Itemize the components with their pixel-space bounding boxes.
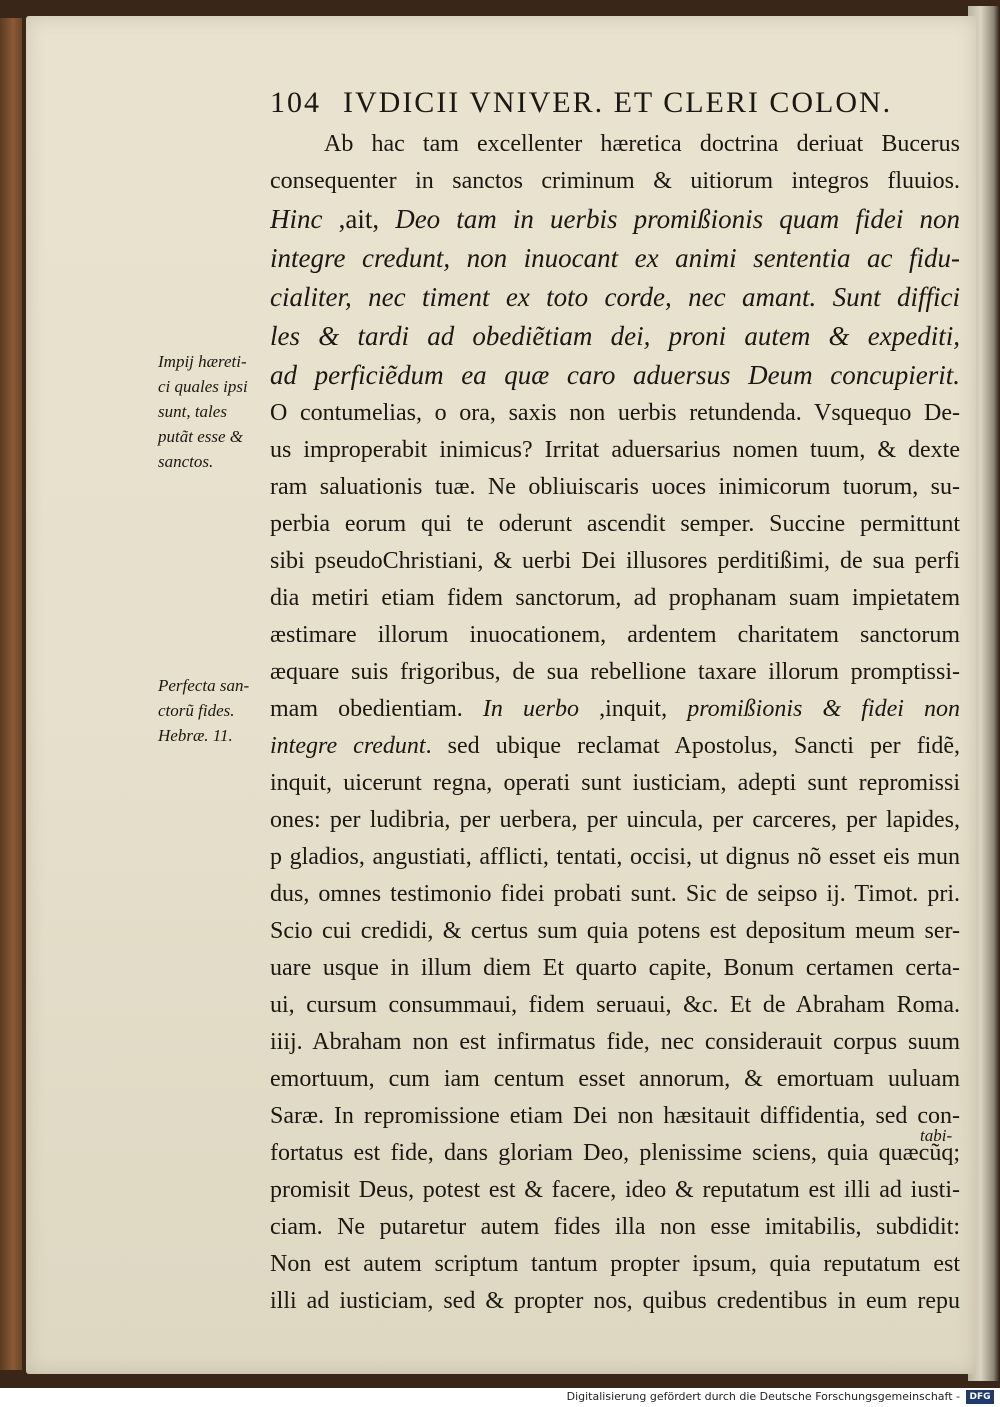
roman-text: ram saluationis tuæ. Ne obliuiscaris uoces inimicorum tuorum, su- — [270, 474, 960, 500]
roman-text: æstimare illorum inuocationem, ardentem charitatem sanctorum — [270, 622, 960, 648]
italic-text: les & tardi ad obediẽtiam dei, proni autem & expediti, — [270, 321, 960, 351]
margin-note-line: sanctos. — [158, 452, 214, 471]
text-line — [270, 1061, 960, 1098]
text-line — [270, 765, 960, 802]
italic-text: Hinc — [270, 204, 323, 234]
catchword: tabi- — [920, 1126, 953, 1145]
text-line — [270, 950, 960, 987]
text-line — [270, 239, 960, 278]
text-line — [270, 839, 960, 876]
text-line — [270, 543, 960, 580]
text-line — [270, 1209, 960, 1246]
roman-text: ,ait, — [322, 204, 396, 234]
text-line — [270, 469, 960, 506]
text-line — [270, 317, 960, 356]
margin-note-line: Hebræ. 11. — [158, 726, 233, 745]
text-line — [270, 728, 960, 765]
text-line — [270, 1024, 960, 1061]
text-line — [270, 691, 960, 728]
roman-text: mam obedientiam. — [270, 696, 483, 722]
text-line — [270, 617, 960, 654]
roman-text: consequenter in sanctos criminum & uitiorum integros fluuios. — [270, 168, 960, 194]
roman-text: O contumelias, o ora, saxis non uerbis retundenda. Vsquequo De- — [270, 400, 960, 426]
italic-text: integre credunt — [270, 733, 426, 759]
footer-bar — [0, 1388, 1000, 1407]
text-line — [270, 395, 960, 432]
text-line — [270, 1135, 960, 1172]
roman-text: ui, cursum consummaui, fidem seruaui, &c. Et de Abraham Roma. — [270, 992, 960, 1018]
italic-text: In uerbo — [482, 696, 579, 722]
body-text — [270, 126, 960, 1320]
italic-text: Deo tam in uerbis promißionis quam fidei non — [395, 204, 960, 234]
roman-text: perbia eorum qui te oderunt ascendit semper. Succine permittunt — [270, 511, 960, 537]
roman-text: inquit, uicerunt regna, operati sunt iusticiam, adepti sunt repromissi — [270, 770, 960, 796]
roman-text: Saræ. In repromissione etiam Dei non hæsitauit diffidentia, sed con- — [270, 1103, 960, 1129]
roman-text: p gladios, angustiati, afflicti, tentati, occisi, ut dignus nõ esset eis mun — [270, 844, 960, 870]
text-line — [270, 200, 960, 239]
italic-text: promißionis & fidei non — [687, 696, 960, 722]
roman-text: illi ad iusticiam, sed & propter nos, quibus credentibus in eum repu — [270, 1288, 960, 1314]
margin-note-line: sunt, tales — [158, 402, 227, 421]
margin-note-line: ctorũ fides. — [158, 701, 235, 720]
roman-text: emortuum, cum iam centum esset annorum, & emortuam uuluam — [270, 1066, 960, 1092]
roman-text: æquare suis frigoribus, de sua rebellione taxare illorum promptissi- — [270, 659, 960, 685]
text-line — [270, 506, 960, 543]
margin-note-faith — [158, 673, 276, 748]
roman-text: Ab hac tam excellenter hæretica doctrina deriuat Bucerus — [324, 131, 960, 157]
text-line — [270, 163, 960, 200]
italic-text: cialiter, nec timent ex toto corde, nec amant. Sunt diffici — [270, 282, 960, 312]
roman-text: sibi pseudoChristiani, & uerbi Dei illusores perditißimi, de sua perfi — [270, 548, 960, 574]
italic-text: ad perficiẽdum ea quæ caro aduersus Deum concupierit. — [270, 360, 960, 390]
roman-text: ones: per ludibria, per uerbera, per uincula, per carceres, per lapides, — [270, 807, 960, 833]
running-title: IVDICII VNIVER. ET CLERI COLON. — [343, 86, 893, 119]
roman-text: dia metiri etiam fidem sanctorum, ad prophanam suam impietatem — [270, 585, 960, 611]
roman-text: promisit Deus, potest est & facere, ideo & reputatum est illi ad iusti- — [270, 1177, 960, 1203]
text-line — [270, 126, 960, 163]
roman-text: Non est autem scriptum tantum propter ipsum, quia reputatum est — [270, 1251, 960, 1277]
roman-text: ciam. Ne putaretur autem fides illa non esse imitabilis, subdidit: — [270, 1214, 960, 1240]
text-line — [270, 1283, 960, 1320]
text-line — [270, 1172, 960, 1209]
text-line — [270, 356, 960, 395]
roman-text: fortatus est fide, dans gloriam Deo, plenissime sciens, quia quæcũq; — [270, 1140, 960, 1166]
running-head — [270, 86, 960, 126]
text-line — [270, 987, 960, 1024]
italic-text: integre credunt, non inuocant ex animi sententia ac fidu- — [270, 243, 960, 273]
text-line — [270, 1246, 960, 1283]
roman-text: us improperabit inimicus? Irritat aduersarius nomen tuum, & dexte — [270, 437, 960, 463]
text-line — [270, 278, 960, 317]
text-line — [270, 580, 960, 617]
margin-note-line: Perfecta san- — [158, 676, 250, 695]
text-line — [270, 654, 960, 691]
text-line — [270, 913, 960, 950]
roman-text: Scio cui credidi, & certus sum quia potens est depositum meum ser- — [270, 918, 960, 944]
margin-note-heretics — [158, 349, 276, 474]
roman-text: ,inquit, — [578, 696, 688, 722]
dfg-logo: DFG — [966, 1390, 994, 1404]
text-line — [270, 1098, 960, 1135]
text-line — [270, 802, 960, 839]
roman-text: iiij. Abraham non est infirmatus fide, nec considerauit corpus suum — [270, 1029, 960, 1055]
page-number: 104 — [270, 86, 321, 119]
text-line — [270, 432, 960, 469]
margin-note-line: putãt esse & — [158, 427, 243, 446]
funding-credit: Digitalisierung gefördert durch die Deutsche Forschungsgemeinschaft - — [566, 1390, 960, 1403]
margin-note-line: Impij hæreti- — [158, 352, 247, 371]
book-spine — [0, 18, 22, 1370]
roman-text: dus, omnes testimonio fidei probati sunt. Sic de seipso ij. Timot. pri. — [270, 881, 960, 907]
roman-text: uare usque in illum diem Et quarto capite, Bonum certamen certa- — [270, 955, 960, 981]
roman-text: . sed ubique reclamat Apostolus, Sancti per fidẽ, — [425, 733, 960, 759]
margin-note-line: ci quales ipsi — [158, 377, 248, 396]
text-line — [270, 876, 960, 913]
